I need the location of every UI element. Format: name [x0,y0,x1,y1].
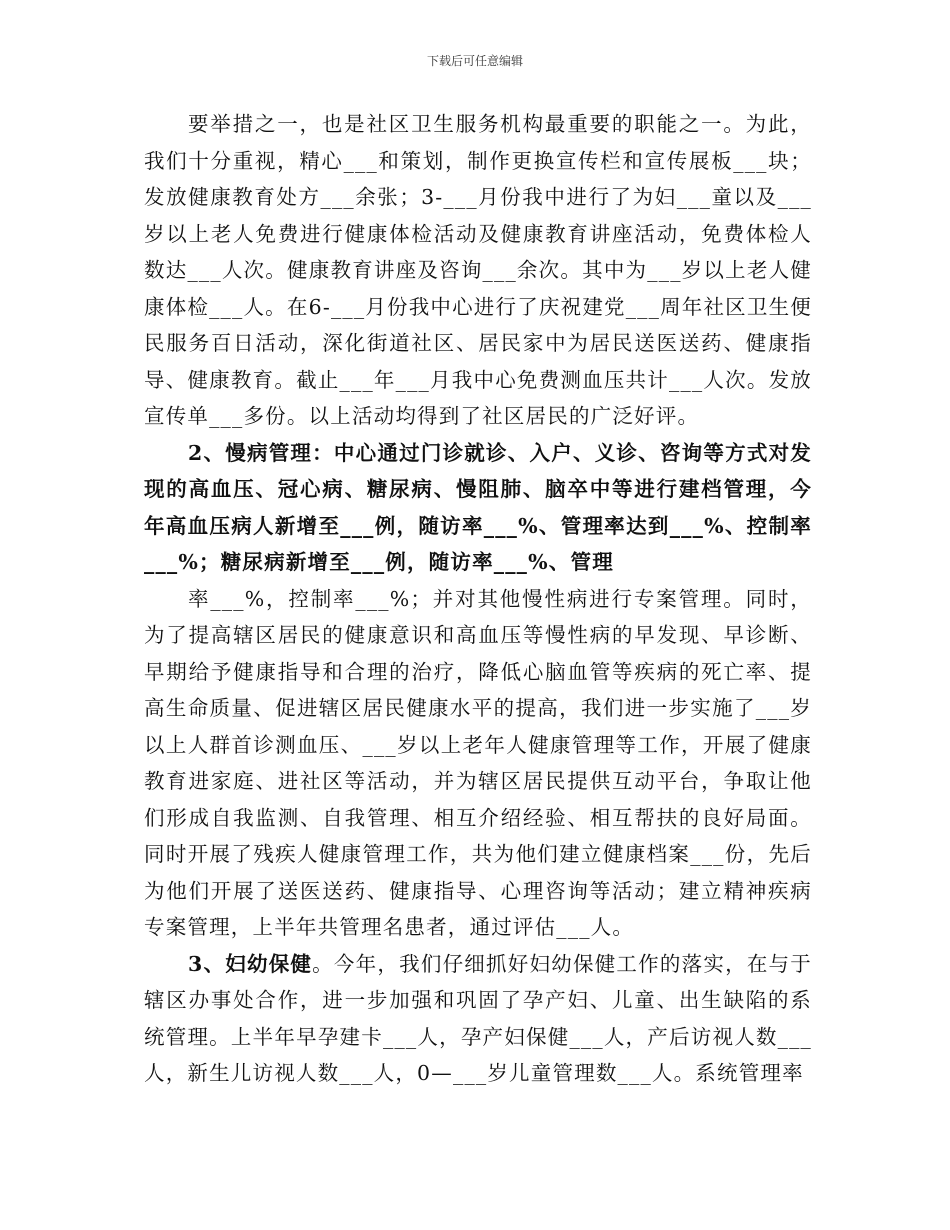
paragraph-maternal-child-text: 。今年，我们仔细抓好妇幼保健工作的落实，在与于辖区办事处合作，进一步加强和巩固了孕产妇、儿童、出生缺陷的系统管理。上半年早孕建卡___人，孕产妇保健___人，产后访视人数___人，新生儿访视人数___人，0—___岁儿童管理数___人。系统管理率 [144,951,812,1085]
page-header: 下载后可任意编辑 [426,54,523,68]
paragraph-health-education: 要举措之一，也是社区卫生服务机构最重要的职能之一。为此，我们十分重视，精心___和策划，制作更换宣传栏和宣传展板___块；发放健康教育处方___余张；3-___月份我中进行了为妇___童以及___岁以上老人免费进行健康体检活动及健康教育讲座活动，免费体检人数达___人次。健康教育讲座及咨询___余次。其中为___岁以上老人健康体检___人。在6-___月份我中心进行了庆祝建党___周年社区卫生便民服务百日活动，深化街道社区、居民家中为居民送医送药、健康指导、健康教育。截止___年___月我中心免费测血压共计___人次。发放宣传单___多份。以上活动均得到了社区居民的广泛好评。 [144,112,812,428]
document-body [144,106,812,1092]
paragraph-chronic-continued: 率___%，控制率___%；并对其他慢性病进行专案管理。同时，为了提高辖区居民的健康意识和高血压等慢性病的早发现、早诊断、早期给予健康指导和合理的治疗，降低心脑血管等疾病的死亡率、提高生命质量、促进辖区居民健康水平的提高，我们进一步实施了___岁以上人群首诊测血压、___岁以上老年人健康管理等工作，开展了健康教育进家庭、进社区等活动，并为辖区居民提供互动平台，争取让他们形成自我监测、自我管理、相互介绍经验、相互帮扶的良好局面。同时开展了残疾人健康管理工作，共为他们建立健康档案___份，先后为他们开展了送医送药、健康指导、心理咨询等活动；建立精神疾病专案管理，上半年共管理名患者，通过评估___人。 [144,586,812,939]
paragraph-chronic-disease: 2、慢病管理：中心通过门诊就诊、入户、义诊、咨询等方式对发现的高血压、冠心病、糖尿病、慢阻肺、脑卒中等进行建档管理，今年高血压病人新增至___例，随访率___%、管理率达到___%、控制率___%；糖尿病新增至___例，随访率___%、管理 [144,440,812,574]
section-heading-maternal-child: 3、妇幼保健 [188,951,313,976]
paragraph-maternal-child [144,946,812,1092]
